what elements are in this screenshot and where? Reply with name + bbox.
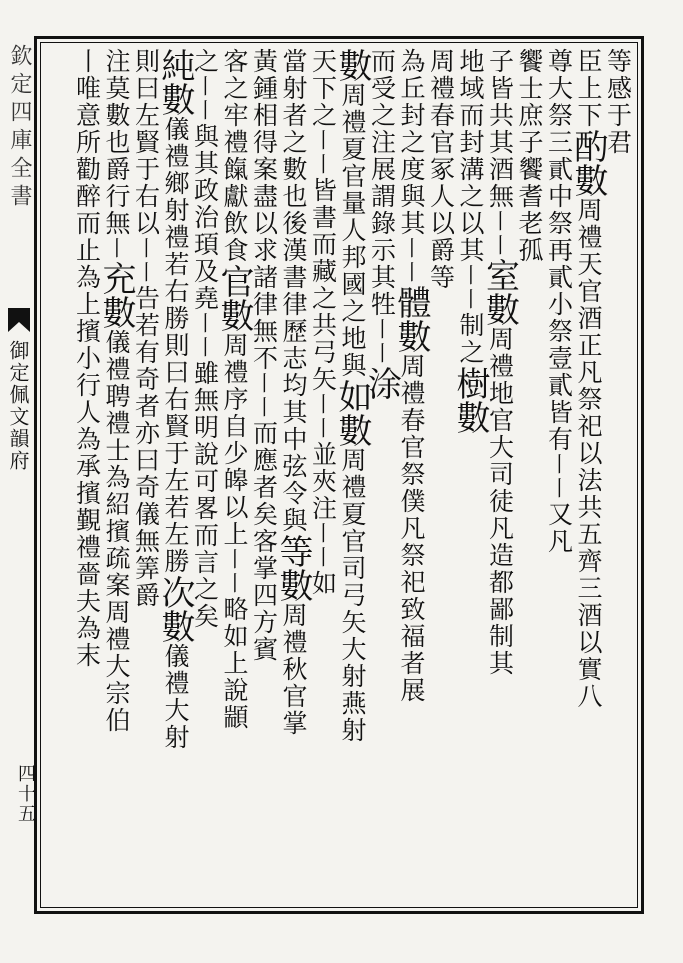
entry-text: 告若有奇者亦曰奇 [131,285,161,501]
text-column [332,48,372,744]
text-column [96,48,136,734]
entry-text: 當射者之數也後漢書律歷志均其中弦令與 [279,48,308,534]
entry-text: 地域而封溝之以其 [456,48,485,264]
text-column [306,48,340,597]
entry-heading: 體數 [391,285,431,353]
entry-text: 周禮春官祭僕凡祭祀致福者展 [397,353,426,704]
fish-tail-mark-icon [6,306,32,334]
entry-text: 儀禮鄉射禮若右勝則曰右賢于左若左勝 [161,116,190,575]
entry-text: 丨 [104,237,128,261]
entry-text: 周禮地官大司徒凡造都鄙制其 [485,326,515,677]
volume-title: 御定佩文韻府 [6,340,30,472]
entry-text: 制之 [456,312,485,366]
entry-heading: 室數 [479,258,520,326]
entry-heading: 樹數 [450,366,490,434]
text-column [247,48,281,663]
entry-text: 頊及堯 [190,231,220,312]
entry-text: 丨丨 [310,393,335,441]
text-column [155,48,195,751]
page-margin [4,44,36,914]
text-column [568,48,608,710]
entry-text: 等感于君 [603,48,633,156]
entry-text: 丨丨 [487,210,512,258]
entry-text: 又凡 [544,501,574,555]
entry-text: 共弓矢 [308,312,338,393]
entry-text: 周禮夏官量人邦國之地與 [338,82,367,379]
entry-text: 周禮天官酒正凡祭祀以法共五齊三酒以實八 [574,197,603,710]
entry-heading: 次數 [155,575,195,643]
entry-text: 皆書而藏之 [308,177,338,312]
entry-text: 丨丨 [192,312,217,360]
text-column [542,48,576,555]
entry-text: 儀無筭爵 [131,501,161,609]
entry-text: 周禮序自少皞以上 [220,332,249,548]
entry-text: 丨丨 [546,453,571,501]
entry-heading: 涂 [361,366,402,400]
entry-text: 客掌四方賓 [249,528,279,663]
entry-text: 之 [190,48,220,75]
entry-text: 略如上說顓 [220,596,249,731]
entry-text: 丨唯意所勸醉而止 [72,48,102,264]
entry-text: 儀禮聘禮士為紹擯疏案周禮大宗伯 [102,329,131,734]
entry-text: 丨丨 [458,264,482,312]
text-column [361,48,402,400]
entry-text: 饗士庶子饗耆老孤 [515,48,544,264]
entry-text: 客之牢禮餼獻飲食 [220,48,249,264]
text-column [512,48,546,264]
book-title: 欽定四庫全書 [7,44,32,212]
entry-heading: 官數 [214,264,254,332]
entry-text: 丨丨 [133,237,158,285]
text-column [70,48,104,669]
entry-text: 尊大祭三貳中祭再貳小祭壹貳皆有 [544,48,574,453]
entry-text: 而受之注展謂錄示其牲 [367,48,397,318]
entry-text: 黃鍾相得案盡以求諸律無不 [249,48,279,372]
entry-text: 丨丨 [399,237,423,285]
entry-text: 則曰左賢于右以 [131,48,161,237]
entry-text: 為上擯小行人為承擯覲禮嗇夫為末 [72,264,102,669]
entry-text: 周禮夏官司弓矢大射燕射 [338,447,367,744]
entry-heading: 如數 [332,379,372,447]
entry-text: 丨丨 [310,129,335,177]
entry-text: 與其政治 [190,123,220,231]
entry-heading: 酌數 [568,129,608,197]
entry-heading: 充數 [96,261,136,329]
text-column [188,48,222,630]
entry-text: 儀禮大射 [161,643,190,751]
entry-heading: 數 [332,48,372,82]
page-number: 四十五 [15,764,36,824]
entry-text: 周禮春官冢人以爵等 [426,48,456,291]
entry-text: 並夾注 [308,441,338,522]
text-column [479,48,520,677]
entry-text: 周禮秋官掌 [279,602,308,737]
text-column [214,48,254,731]
text-column [450,48,490,434]
text-column [273,48,313,737]
entry-text: 天下之 [308,48,338,129]
text-column [424,48,458,291]
entry-text: 丨丨 [192,75,217,123]
entry-text: 丨丨 [369,318,394,366]
entry-text: 臣上下 [574,48,603,129]
entry-heading: 等數 [273,534,313,602]
entry-text: 丨丨 [251,372,276,420]
entry-text: 如 [308,570,338,597]
entry-text: 而應者矣 [249,420,279,528]
entry-heading: 純數 [155,48,195,116]
entry-text: 子皆共其酒無 [485,48,515,210]
entry-text: 丨丨 [222,548,246,596]
entry-text: 注莫數也爵行無 [102,48,131,237]
entry-text: 丨丨 [310,522,335,570]
entry-text: 為丘封之度與其 [397,48,426,237]
entry-text: 雖無明說可畧而言之矣 [190,360,220,630]
